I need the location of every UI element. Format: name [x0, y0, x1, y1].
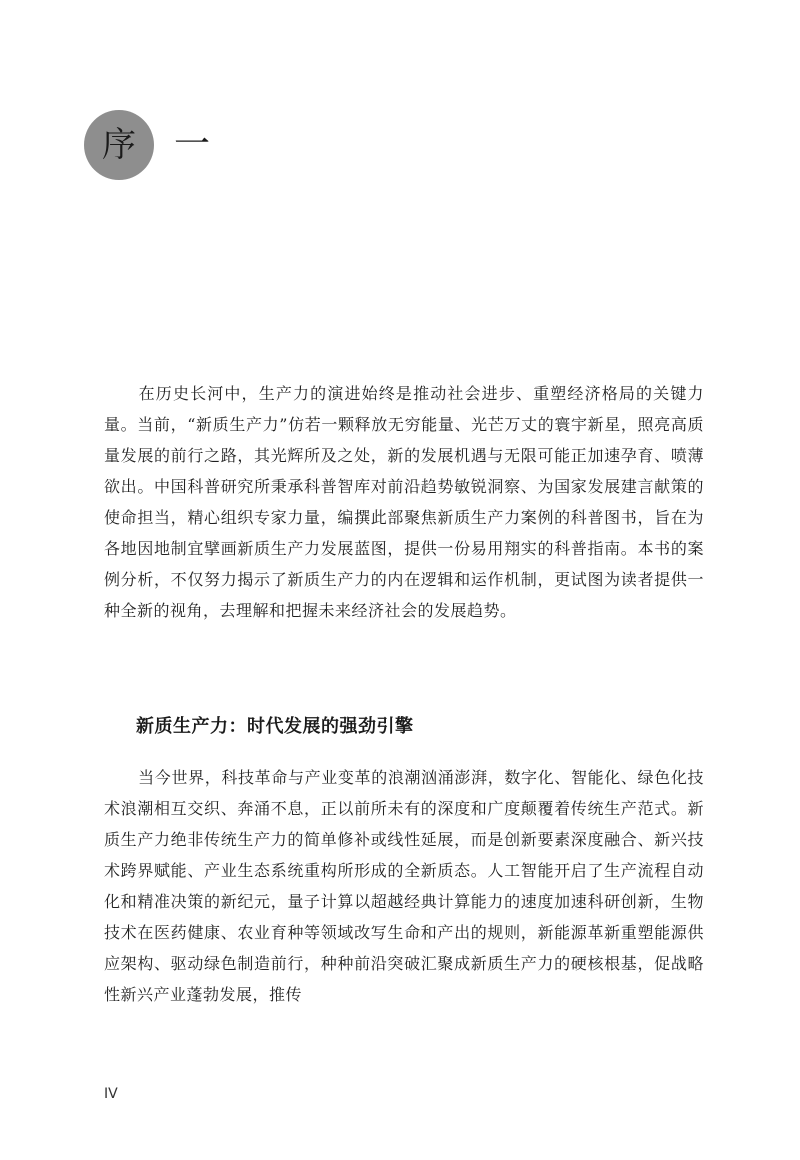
paragraph-section-body-text: 当今世界，科技革命与产业变革的浪潮汹涌澎湃，数字化、智能化、绿色化技术浪潮相互交织、奔涌不息，正以前所未有的深度和广度颠覆着传统生产范式。新质生产力绝非传统生产力的简单修补或线性延展，而是创新要素深度融合、新兴技术跨界赋能、产业生态系统重构所形成的全新质态。人工智能开启了生产流程自动化和精准决策的新纪元，量子计算以超越经典计算能力的速度加速科研创新，生物技术在医药健康、农业育种等领域改写生命和产出的规则，新能源革新重塑能源供应架构、驱动绿色制造前行，种种前沿突破汇聚成新质生产力的硬核根基，促战略性新兴产业蓬勃发展，推传: [104, 768, 704, 1004]
paragraph-intro-text: 在历史长河中，生产力的演进始终是推动社会进步、重塑经济格局的关键力量。当前，“新质生产力”仿若一颗释放无穷能量、光芒万丈的寰宇新星，照亮高质量发展的前行之路，其光辉所及之处，新的发展机遇与无限可能正加速孕育、喷薄欲出。中国科普研究所秉承科普智库对前沿趋势敏锐洞察、为国家发展建言献策的使命担当，精心组织专家力量，编撰此部聚焦新质生产力案例的科普图书，旨在为各地因地制宜擘画新质生产力发展蓝图，提供一份易用翔实的科普指南。本书的案例分析，不仅努力揭示了新质生产力的内在逻辑和运作机制，更试图为读者提供一种全新的视角，去理解和把握未来经济社会的发展趋势。: [104, 384, 704, 620]
chapter-title: 序: [102, 125, 136, 165]
chapter-heading: [84, 110, 210, 180]
paragraph-intro: [104, 378, 704, 626]
page-number: IV: [104, 1086, 118, 1102]
section-heading: 新质生产力：时代发展的强劲引擎: [136, 716, 414, 737]
paragraph-section-body: [104, 762, 704, 1010]
chapter-title-badge: [84, 110, 154, 180]
chapter-number: 一: [174, 124, 211, 165]
